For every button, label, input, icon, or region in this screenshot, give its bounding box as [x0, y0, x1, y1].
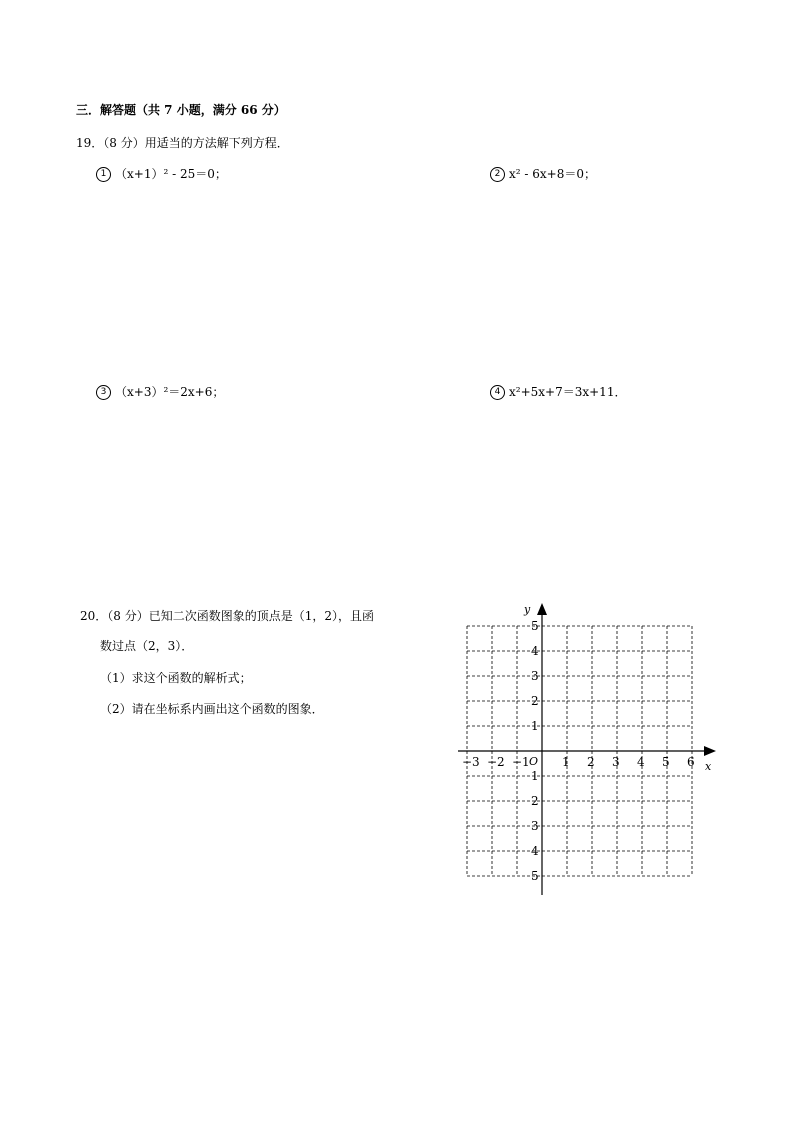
- equation-1: [96, 165, 227, 182]
- circled-number-4: 4: [490, 385, 505, 400]
- y-tick-label: 1: [531, 719, 539, 733]
- x-tick-label: 3: [612, 755, 620, 769]
- y-tick-label: 5: [531, 619, 539, 633]
- y-tick-label: 2: [531, 694, 539, 708]
- y-axis-label: y: [524, 603, 531, 616]
- question-20-stem-line1: 20．（8 分）已知二次函数图象的顶点是（1，2），且函: [80, 609, 374, 623]
- x-axis-label: x: [705, 760, 712, 773]
- equation-2: [490, 165, 596, 182]
- x-axis-arrow-icon: [704, 746, 716, 756]
- x-tick-label: 1: [562, 755, 570, 769]
- equation-2-text: x² - 6x+8＝0；: [509, 167, 596, 181]
- y-tick-label: 4: [531, 844, 539, 858]
- x-tick-label: 5: [662, 755, 670, 769]
- circled-number-1: 1: [96, 167, 111, 182]
- y-tick-label: 5: [531, 869, 539, 883]
- y-tick-label: 2: [531, 794, 539, 808]
- question-20-stem-line2: 数过点（2，3）．: [100, 639, 194, 653]
- x-tick-label: −2: [487, 755, 505, 769]
- coordinate-grid: [440, 595, 730, 905]
- equation-4: [490, 383, 626, 400]
- origin-label: O: [529, 755, 539, 768]
- x-tick-label: 2: [587, 755, 595, 769]
- equation-3-text: （x+3）²＝2x+6；: [115, 385, 225, 399]
- equation-4-text: x²+5x+7＝3x+11．: [509, 385, 627, 399]
- circled-number-2: 2: [490, 167, 505, 182]
- equation-1-text: （x+1）² - 25＝0；: [115, 167, 227, 181]
- y-tick-label: 4: [531, 644, 539, 658]
- y-tick-label: 3: [531, 819, 539, 833]
- question-19-stem: 19．（8 分）用适当的方法解下列方程．: [76, 136, 289, 150]
- x-tick-label: 6: [687, 755, 695, 769]
- equation-3: [96, 383, 224, 400]
- circled-number-3: 3: [96, 385, 111, 400]
- y-axis-arrow-icon: [537, 603, 547, 615]
- section-title: 三．解答题（共 7 小题，满分 66 分）: [76, 103, 286, 117]
- y-tick-label: 1: [531, 769, 539, 783]
- y-tick-label: 3: [531, 669, 539, 683]
- x-tick-label: 4: [637, 755, 645, 769]
- question-20-part2: （2）请在坐标系内画出这个函数的图象．: [100, 702, 324, 716]
- x-tick-label: −1: [512, 755, 530, 769]
- x-tick-label: −3: [462, 755, 480, 769]
- question-20-part1: （1）求这个函数的解析式；: [100, 671, 252, 685]
